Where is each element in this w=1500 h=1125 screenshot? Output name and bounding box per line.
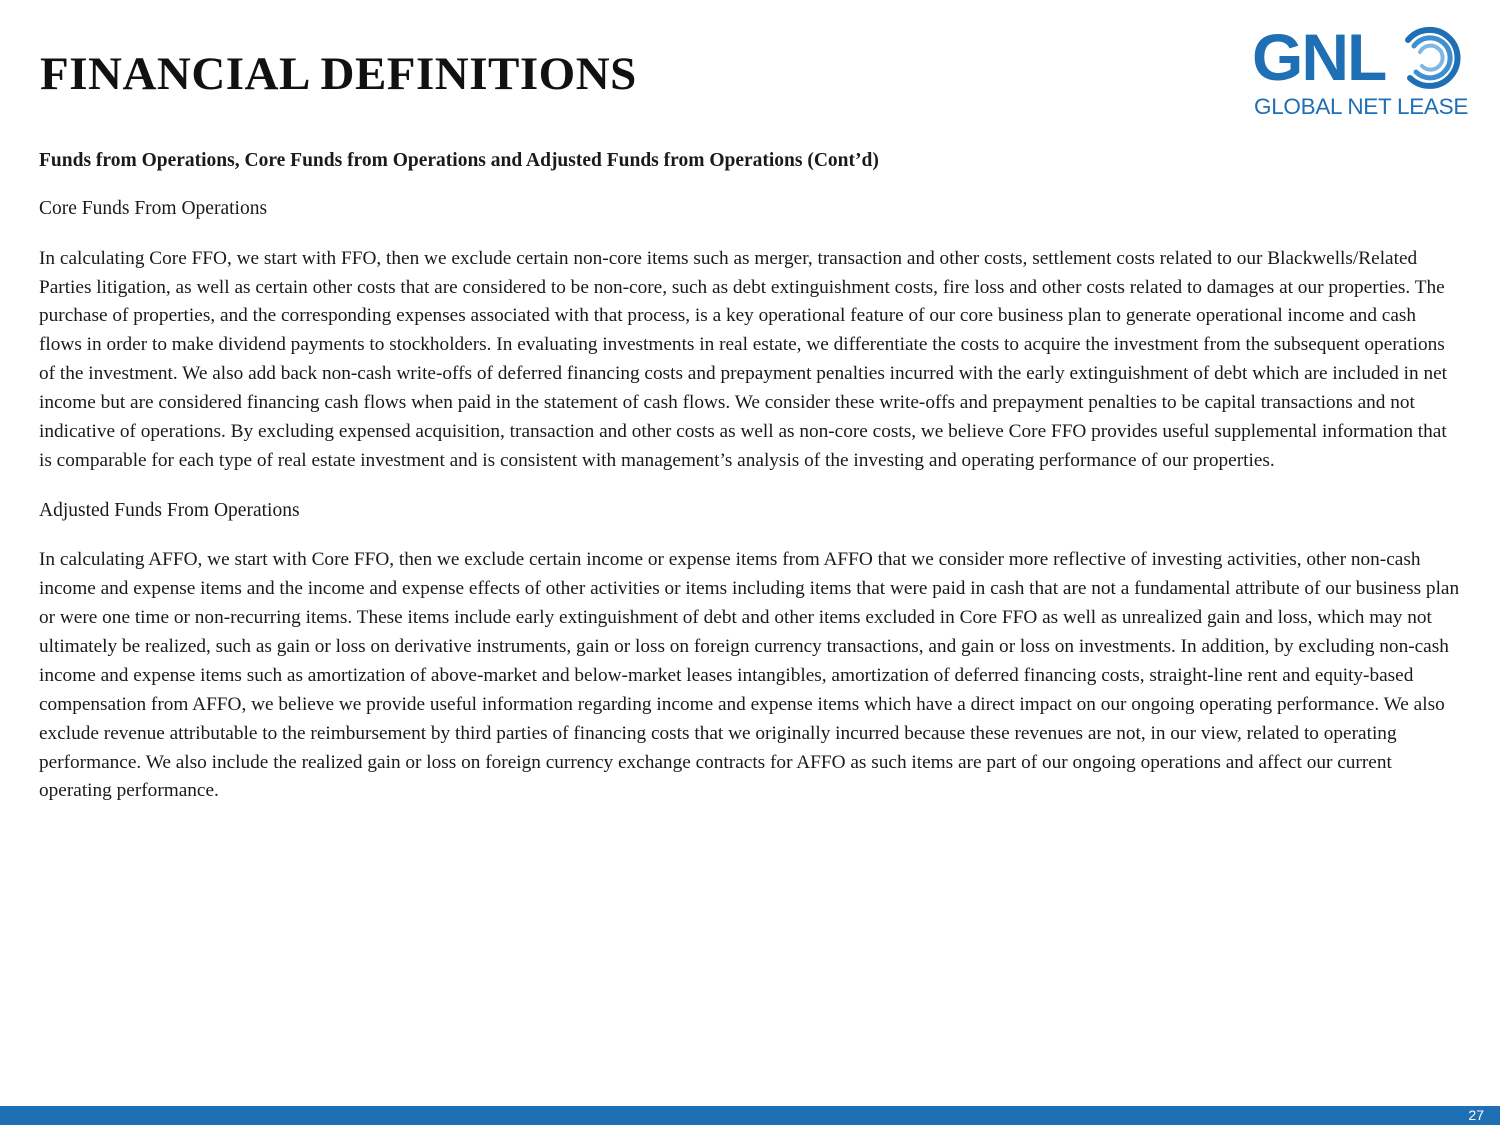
core-ffo-paragraph: In calculating Core FFO, we start with FFO, then we exclude certain non-core items such as merger, transaction and other costs, settlement costs related to our Blackwells/Related Parties litigation, as well as certain other costs that are considered to be non-core, such as debt extinguishment costs, fire loss and other costs related to damages at our properties. The purchase of properties, and the corresponding expenses associated with that process, is a key operational feature of our core business plan to generate operational income and cash flows in order to make dividend payments to stockholders. In evaluating investments in real estate, we differentiate the costs to acquire the investment from the subsequent operations of the investment. We also add back non-cash write-offs of deferred financing costs and prepayment penalties incurred with the early extinguishment of debt which are included in net income but are considered financing cash flows when paid in the statement of cash flows. We consider these write-offs and prepayment penalties to be capital transactions and not indicative of operations. By excluding expensed acquisition, transaction and other costs as well as non-core costs, we believe Core FFO provides useful supplemental information that is comparable for each type of real estate investment and is consistent with management’s analysis of the investing and operating performance of our properties.	[39, 247, 1448, 471]
footer-bar	[0, 1106, 1500, 1125]
section-heading: Funds from Operations, Core Funds from Operations and Adjusted Funds from Operations (Cont’d)	[39, 150, 879, 171]
affo-heading: Adjusted Funds From Operations	[39, 499, 300, 521]
page-title: FINANCIAL DEFINITIONS	[40, 48, 637, 100]
page-number: 27	[1468, 1107, 1484, 1123]
logo-mark: GNL	[1252, 20, 1386, 94]
affo-paragraph: In calculating AFFO, we start with Core FFO, then we exclude certain income or expense items from AFFO that we consider more reflective of investing activities, other non-cash income and expense items and the income and expense effects of other activities or items including items that were paid in cash that are not a fundamental attribute of our business plan or were one time or non-recurring items. These items include early extinguishment of debt and other items excluded in Core FFO as well as unrealized gain and loss, which may not ultimately be realized, such as gain or loss on derivative instruments, gain or loss on foreign currency transactions, and gain or loss on investments. In addition, by excluding non-cash income and expense items such as amortization of above-market and below-market leases intangibles, amortization of deferred financing costs, straight-line rent and equity-based compensation from AFFO, we believe we provide useful information regarding income and expense items which have a direct impact on our ongoing operating performance. We also exclude revenue attributable to the reimbursement by third parties of financing costs that we originally incurred because these revenues are not, in our view, related to operating performance. We also include the realized gain or loss on foreign currency exchange contracts for AFFO as such items are part of our ongoing operations and affect our current operating performance.	[39, 549, 1460, 802]
definitions-content	[39, 148, 1461, 828]
logo-tagline: GLOBAL NET LEASE	[1254, 94, 1469, 119]
core-ffo-heading: Core Funds From Operations	[39, 198, 268, 220]
swirl-icon	[1398, 26, 1462, 90]
company-logo	[1252, 20, 1469, 124]
